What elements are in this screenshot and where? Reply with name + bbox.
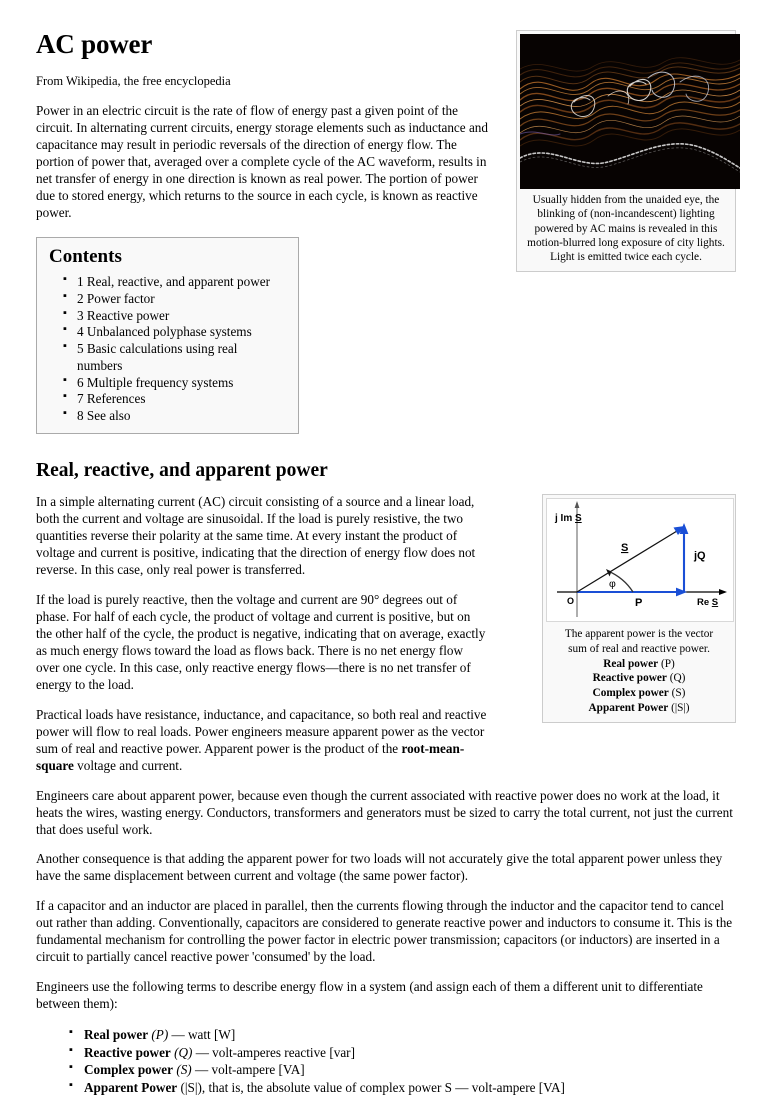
page-title: AC power [36,29,153,59]
phasor-term-label: Real power [603,657,659,670]
toc-item-1[interactable] [77,274,284,291]
toc-item-4[interactable] [77,324,284,341]
term-real-power [84,1026,736,1044]
toc-item-7[interactable] [77,391,284,408]
toc-item-label: 8 See also [77,408,131,424]
real-power-label: P [635,597,643,610]
photo-caption: Usually hidden from the unaided eye, the blinking of (non-incandescent) lighting powered by AC mains is revealed in this motion-blurred long exposure of city lights. Light is emitted twice each cycle. [527,194,725,264]
toc-item-label: 6 Multiple frequency systems [77,374,234,390]
paragraph-text-a: Practical loads have resistance, inductance, and capacitance, so both real and reactive power will flow to real loads. Power engineers measure apparent power as the vector sum of real and reactive power. Apparent power is the product of the [36,706,487,756]
phasor-term-label: Reactive power [592,672,667,685]
contents-heading: Contents [49,245,122,267]
phasor-term-label: Complex power [592,686,669,699]
term-unit: , that is, the absolute value of complex power S — volt-ampere [VA] [201,1079,565,1095]
term-complex-power [84,1061,736,1079]
rms-bold-term: root-mean-square [36,740,465,773]
toc-item-label: 3 Reactive power [77,307,170,323]
phasor-vector-svg [547,499,733,621]
phasor-term-symbol: (|S|) [668,701,690,714]
toc-item-label: 7 References [77,391,146,407]
phasor-caption-line-2: sum of real and reactive power. [568,642,710,655]
toc-item-3[interactable] [77,308,284,325]
photo-thumbnail[interactable] [516,30,736,272]
phase-angle-label: φ [609,578,616,591]
term-reactive-power [84,1044,736,1062]
phasor-term-label: Apparent Power [588,701,669,714]
article-content [36,30,736,1102]
power-triangle-diagram[interactable] [546,498,734,622]
phasor-term-symbol: (S) [668,686,686,699]
phasor-caption-line-1: The apparent power is the vector [564,628,714,641]
toc-item-6[interactable] [77,375,284,392]
term-name: Complex power [84,1062,174,1078]
power-terms-list [36,1026,736,1096]
paragraph-engineers-use-terms: Engineers use the following terms to describe energy flow in a system (and assign each of them a different unit to differentiate between them): [36,979,703,1012]
toc-item-8[interactable] [77,408,284,425]
intro-paragraph: Power in an electric circuit is the rate of flow of energy past a given point of the circuit. In alternating current circuits, energy storage elements such as inductance and capacitance may result in periodic reversals of the direction of energy flow. The portion of power that, averaged over a complete cycle of the AC waveform, results in net transfer of energy in one direction is known as real power. The portion of power due to stored energy, which returns to the source in each cycle, is known as reactive power. [36,103,488,221]
toc-item-label: 2 Power factor [77,290,155,306]
term-unit: — volt-amperes reactive [var] [192,1044,355,1060]
light-trails-illustration [520,34,740,189]
reactive-power-label: jQ [694,550,706,563]
paragraph-capacitor-inductor: If a capacitor and an inductor are placed in parallel, then the currents flowing through the inductor and the capacitor tend to cancel out rather than adding. Conventionally, capacitors are considered to generate reactive power and inductors to consume it. This is the fundamental mechanism for controlling the power factor in electric power transmission; capacitors (or inductors) are inserted in a circuit to partially cancel reactive power 'consumed' by the load. [36,898,733,965]
long-exposure-city-lights-photo[interactable] [520,34,740,189]
paragraph-simple-ac-circuit: In a simple alternating current (AC) circuit consisting of a source and a linear load, both the current and voltage are sinusoidal. If the load is purely resistive, the two quantities reverse their polarity at the same time. At every instant the product of voltage and current is positive, indicating that the direction of energy flow does not reverse. In this case, only real power is transferred. [36,494,476,578]
paragraph-another-consequence: Another consequence is that adding the apparent power for two loads will not accurately give the total apparent power unless they have the same displacement between current and voltage (the same power factor). [36,851,723,884]
term-unit: — watt [W] [168,1027,236,1043]
article-tagline: From Wikipedia, the free encyclopedia [36,73,231,88]
term-symbol: (Q) [170,1044,193,1060]
section-heading-real-reactive-apparent: Real, reactive, and apparent power [36,459,328,481]
phasor-caption [546,622,732,719]
origin-label: O [567,596,575,607]
toc-item-5[interactable] [77,341,284,375]
term-name: Reactive power [84,1044,171,1060]
contents-list [47,274,284,425]
term-name: Apparent Power [84,1079,178,1095]
real-axis-label: Re S [697,597,719,609]
toc-item-2[interactable] [77,291,284,308]
phasor-term-symbol: (P) [658,657,675,670]
phasor-term-complex [548,686,730,701]
term-symbol: (P) [148,1027,169,1043]
phasor-term-reactive [548,671,730,686]
phasor-term-real [548,657,730,672]
phasor-diagram-thumbnail[interactable] [542,494,736,723]
phasor-term-symbol: (Q) [666,672,686,685]
complex-power-label: S [621,542,629,555]
toc-item-label: 4 Unbalanced polyphase systems [77,324,252,340]
imaginary-axis-label: j Im S [555,513,582,525]
term-symbol: (|S|) [177,1079,202,1095]
term-apparent-power [84,1079,736,1097]
paragraph-purely-reactive: If the load is purely reactive, then the voltage and current are 90° degrees out of phase. For half of each cycle, the product of voltage and current is positive, but on the other half of the cycle, the product is negative, indicating that on average, exactly as much energy flows toward the load as flows back. There is no net energy flow over one cycle. In this case, only reactive energy flows—there is no net transfer of energy to the load. [36,592,486,692]
phasor-term-apparent [548,701,730,716]
paragraph-text-b: voltage and current. [73,757,183,773]
term-symbol: (S) [173,1062,192,1078]
contents-box [36,237,299,434]
toc-item-label: 1 Real, reactive, and apparent power [77,273,270,289]
paragraph-practical-loads [36,707,488,775]
paragraph-engineers-care: Engineers care about apparent power, because even though the current associated with reactive power does no work at the load, it heats the wires, wasting energy. Conductors, transformers and generators must be sized to carry the total current, not just the current that does useful work. [36,787,733,837]
toc-item-label: 5 Basic calculations using real numbers [77,341,238,373]
term-name: Real power [84,1027,149,1043]
term-unit: — volt-ampere [VA] [191,1062,305,1078]
